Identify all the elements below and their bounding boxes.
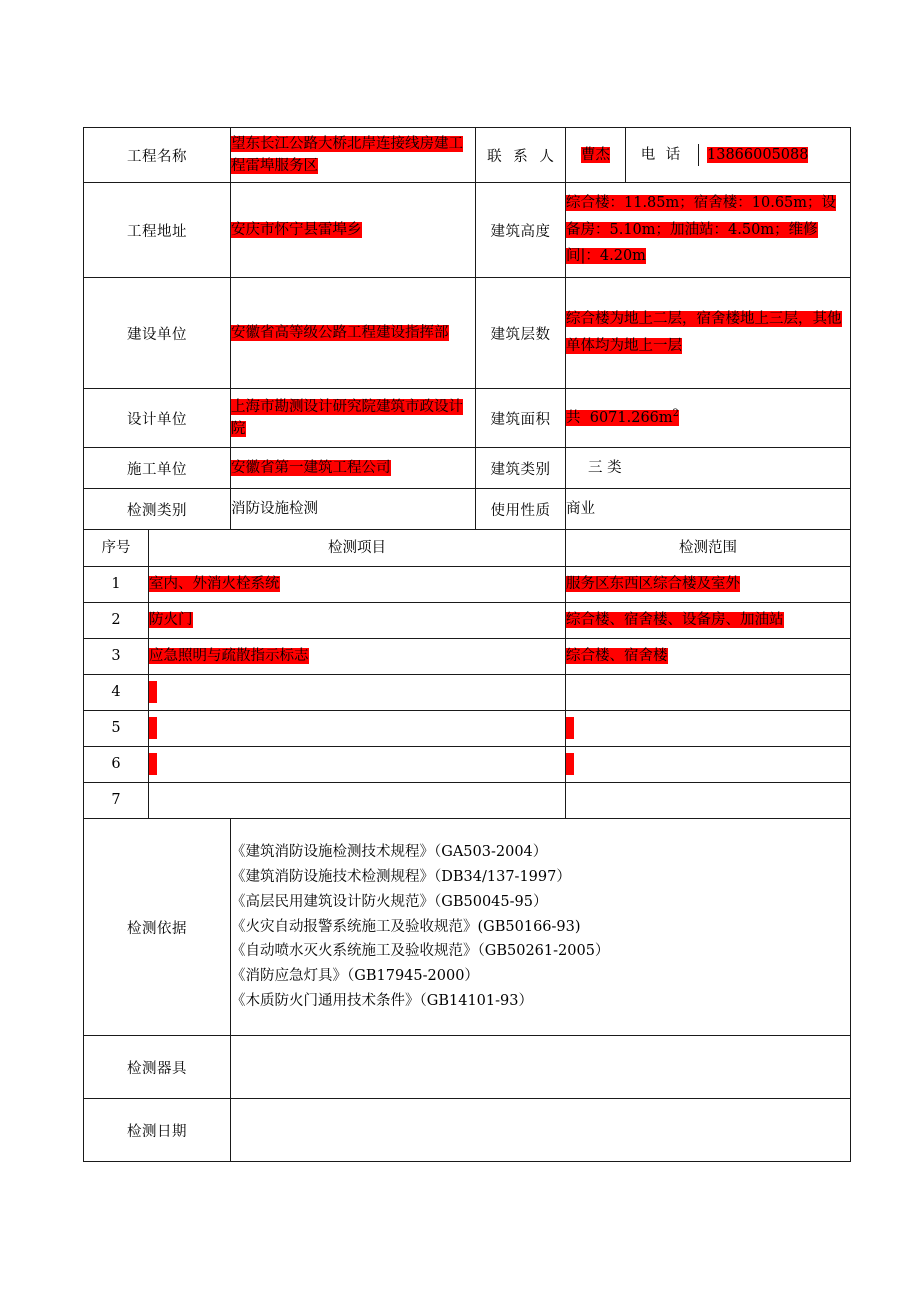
item-scope: 综合楼、宿舍楼、设备房、加油站 [566,603,851,639]
item-no: 1 [84,567,149,603]
item-name: 室内、外消火栓系统 [149,567,566,603]
value-phone [699,144,851,166]
item-name: 防火门 [149,603,566,639]
row-construction-unit [84,278,851,389]
label-project-address: 工程地址 [84,183,231,278]
item-scope [566,783,851,819]
label-building-height: 建筑高度 [476,183,566,278]
basis-entry: 《高层民用建筑设计防火规范》（GB50045-95） [231,893,548,910]
label-contractor: 施工单位 [84,448,231,489]
building-area-text: $6071.266m^2$ [589,407,679,426]
contact-text: 曹杰 [581,146,610,163]
row-project-address [84,183,851,278]
building-floors-text: 综合楼为地上二层，宿舍楼地上三层，其他单体均为地上一层 [566,311,842,354]
basis-entry: 《建筑消防设施技术检测规程》（DB34/137-1997） [231,868,571,885]
table-row [84,783,851,819]
label-date: 检测日期 [84,1099,231,1162]
building-height-text: 综合楼：11.85m；宿舍楼：10.65m；设备房：5.10m；加油站：4.50m；维修间|：4.20m [566,194,837,265]
table-row [84,603,851,639]
contractor-text: 安徽省第一建筑工程公司 [231,459,391,476]
item-name [149,711,566,747]
row-basis [84,819,851,1036]
items-header-no: 序号 [84,530,149,567]
label-basis: 检测依据 [84,819,231,1036]
value-building-floors [566,278,851,389]
basis-list [231,819,851,1036]
label-inspection-category: 检测类别 [84,489,231,530]
building-area-prefix: 共 [566,409,581,426]
basis-entry: 《自动喷水灭火系统施工及验收规范》（GB50261-2005） [231,943,610,960]
row-date [84,1099,851,1162]
label-usage-nature: 使用性质 [476,489,566,530]
inspection-form-sheet [83,127,850,1162]
item-scope: 服务区东西区综合楼及室外 [566,567,851,603]
item-scope [566,675,851,711]
row-design-unit [84,389,851,448]
items-header-scope: 检测范围 [566,530,851,567]
items-header-item: 检测项目 [149,530,566,567]
table-row [84,675,851,711]
value-contact [566,128,626,183]
item-name [149,783,566,819]
empty-mark [149,753,157,775]
row-instruments [84,1036,851,1099]
empty-mark [566,717,574,739]
item-scope [566,747,851,783]
inspection-form-table [83,127,851,1162]
label-design-unit: 设计单位 [84,389,231,448]
value-inspection-category: 消防设施检测 [231,489,476,530]
value-building-category: 三 类 [566,448,851,489]
row-contractor [84,448,851,489]
empty-mark [566,753,574,775]
item-scope: 综合楼、宿舍楼 [566,639,851,675]
phone-cell [626,128,851,183]
construction-unit-text: 安徽省高等级公路工程建设指挥部 [231,324,449,341]
phone-text: 13866005088 [707,146,809,163]
item-no: 6 [84,747,149,783]
item-name [149,747,566,783]
label-building-category: 建筑类别 [476,448,566,489]
items-header-row [84,530,851,567]
value-construction-unit [231,278,476,389]
design-unit-text: 上海市勘测设计研究院建筑市政设计院 [231,398,463,437]
project-address-text: 安庆市怀宁县雷埠乡 [231,221,362,238]
value-date [231,1099,851,1162]
value-usage-nature: 商业 [566,489,851,530]
building-area-superscript: 2 [672,407,679,419]
item-scope [566,711,851,747]
label-construction-unit: 建设单位 [84,278,231,389]
value-project-name [231,128,476,183]
row-inspection-category [84,489,851,530]
basis-entry: 《火灾自动报警系统施工及验收规范》(GB50166-93) [231,918,581,935]
row-project-name [84,128,851,183]
basis-entry: 《消防应急灯具》（GB17945-2000） [231,968,479,985]
label-building-floors: 建筑层数 [476,278,566,389]
table-row [84,639,851,675]
label-building-area: 建筑面积 [476,389,566,448]
item-no: 5 [84,711,149,747]
item-name: 应急照明与疏散指示标志 [149,639,566,675]
value-building-area [566,389,851,448]
label-contact: 联 系 人 [476,128,566,183]
value-project-address [231,183,476,278]
empty-mark [149,681,157,703]
value-building-height [566,183,851,278]
item-no: 3 [84,639,149,675]
table-row [84,567,851,603]
basis-entry: 《建筑消防设施检测技术规程》（GA503-2004） [231,843,548,860]
label-phone: 电 话 [640,146,684,163]
label-instruments: 检测器具 [84,1036,231,1099]
item-no: 7 [84,783,149,819]
label-project-name: 工程名称 [84,128,231,183]
item-no: 4 [84,675,149,711]
project-name-text: 望东长江公路大桥北岸连接线房建工程雷埠服务区 [231,135,463,174]
table-row [84,747,851,783]
empty-mark [149,717,157,739]
item-name [149,675,566,711]
value-contractor [231,448,476,489]
item-no: 2 [84,603,149,639]
basis-entry: 《木质防火门通用技术条件》（GB14101-93） [231,993,533,1010]
value-instruments [231,1036,851,1099]
value-design-unit [231,389,476,448]
table-row [84,711,851,747]
